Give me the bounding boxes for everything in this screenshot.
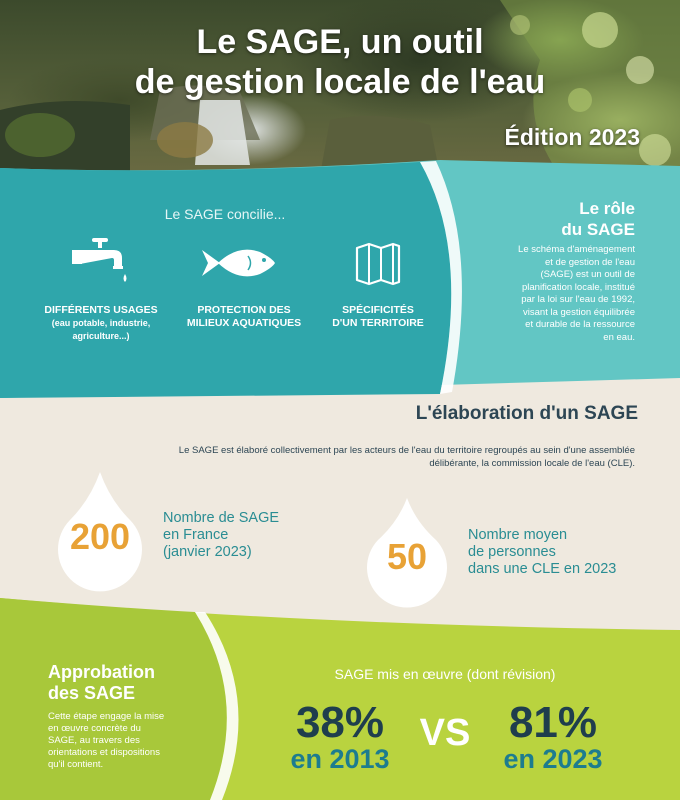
water-tap-icon [70, 236, 132, 284]
usage-label: DIFFÉRENTS USAGES (eau potable, industrie, agriculture...) [44, 304, 158, 341]
approbation-title: Approbation des SAGE [48, 662, 155, 703]
edition-label: Édition 2023 [504, 124, 640, 150]
mise-en-oeuvre-label: SAGE mis en œuvre (dont révision) [334, 666, 556, 682]
role-description: Le schéma d'aménagement et de gestion de l'eau (SAGE) est un outil de planification locale, institué par la loi sur l'eau de 1992, visant la gestion équilibrée et durable de la ressource en eau. [518, 244, 635, 343]
year-2013: en 2013 [290, 744, 390, 774]
pct-2013: 38% [295, 698, 385, 747]
map-icon [354, 242, 402, 286]
elaboration-description: Le SAGE est élaboré collectivement par les acteurs de l'eau du territoire regroupés au sein d'une assemblée délibérante, la commission locale de l'eau (CLE). [178, 445, 635, 469]
elaboration-title: L'élaboration d'un SAGE [415, 403, 638, 424]
concilie-heading: Le SAGE concilie... [164, 206, 286, 222]
pct-2023: 81% [508, 698, 598, 747]
stat-label-cle-members: Nombre moyen de personnes dans une CLE en 2023 [468, 527, 617, 577]
protection-label: PROTECTION DES MILIEUX AQUATIQUES [186, 304, 302, 329]
year-2023: en 2023 [503, 744, 603, 774]
stat-label-sage-count: Nombre de SAGE en France (janvier 2023) [163, 510, 280, 560]
territoire-label: SPÉCIFICITÉS D'UN TERRITOIRE [332, 304, 424, 329]
stat-value-cle-members: 50 [386, 536, 428, 577]
fish-icon [198, 244, 278, 282]
title-line-2: de gestion locale de l'eau [134, 63, 546, 101]
stat-value-sage-count: 200 [69, 516, 131, 557]
approbation-description: Cette étape engage la mise en œuvre concrète du SAGE, au travers des orientations et dispositions qu'il contient. [48, 711, 165, 770]
title-line-1: Le SAGE, un outil [196, 23, 484, 61]
versus-label: VS [419, 712, 471, 754]
role-title: Le rôle du SAGE [561, 199, 635, 239]
